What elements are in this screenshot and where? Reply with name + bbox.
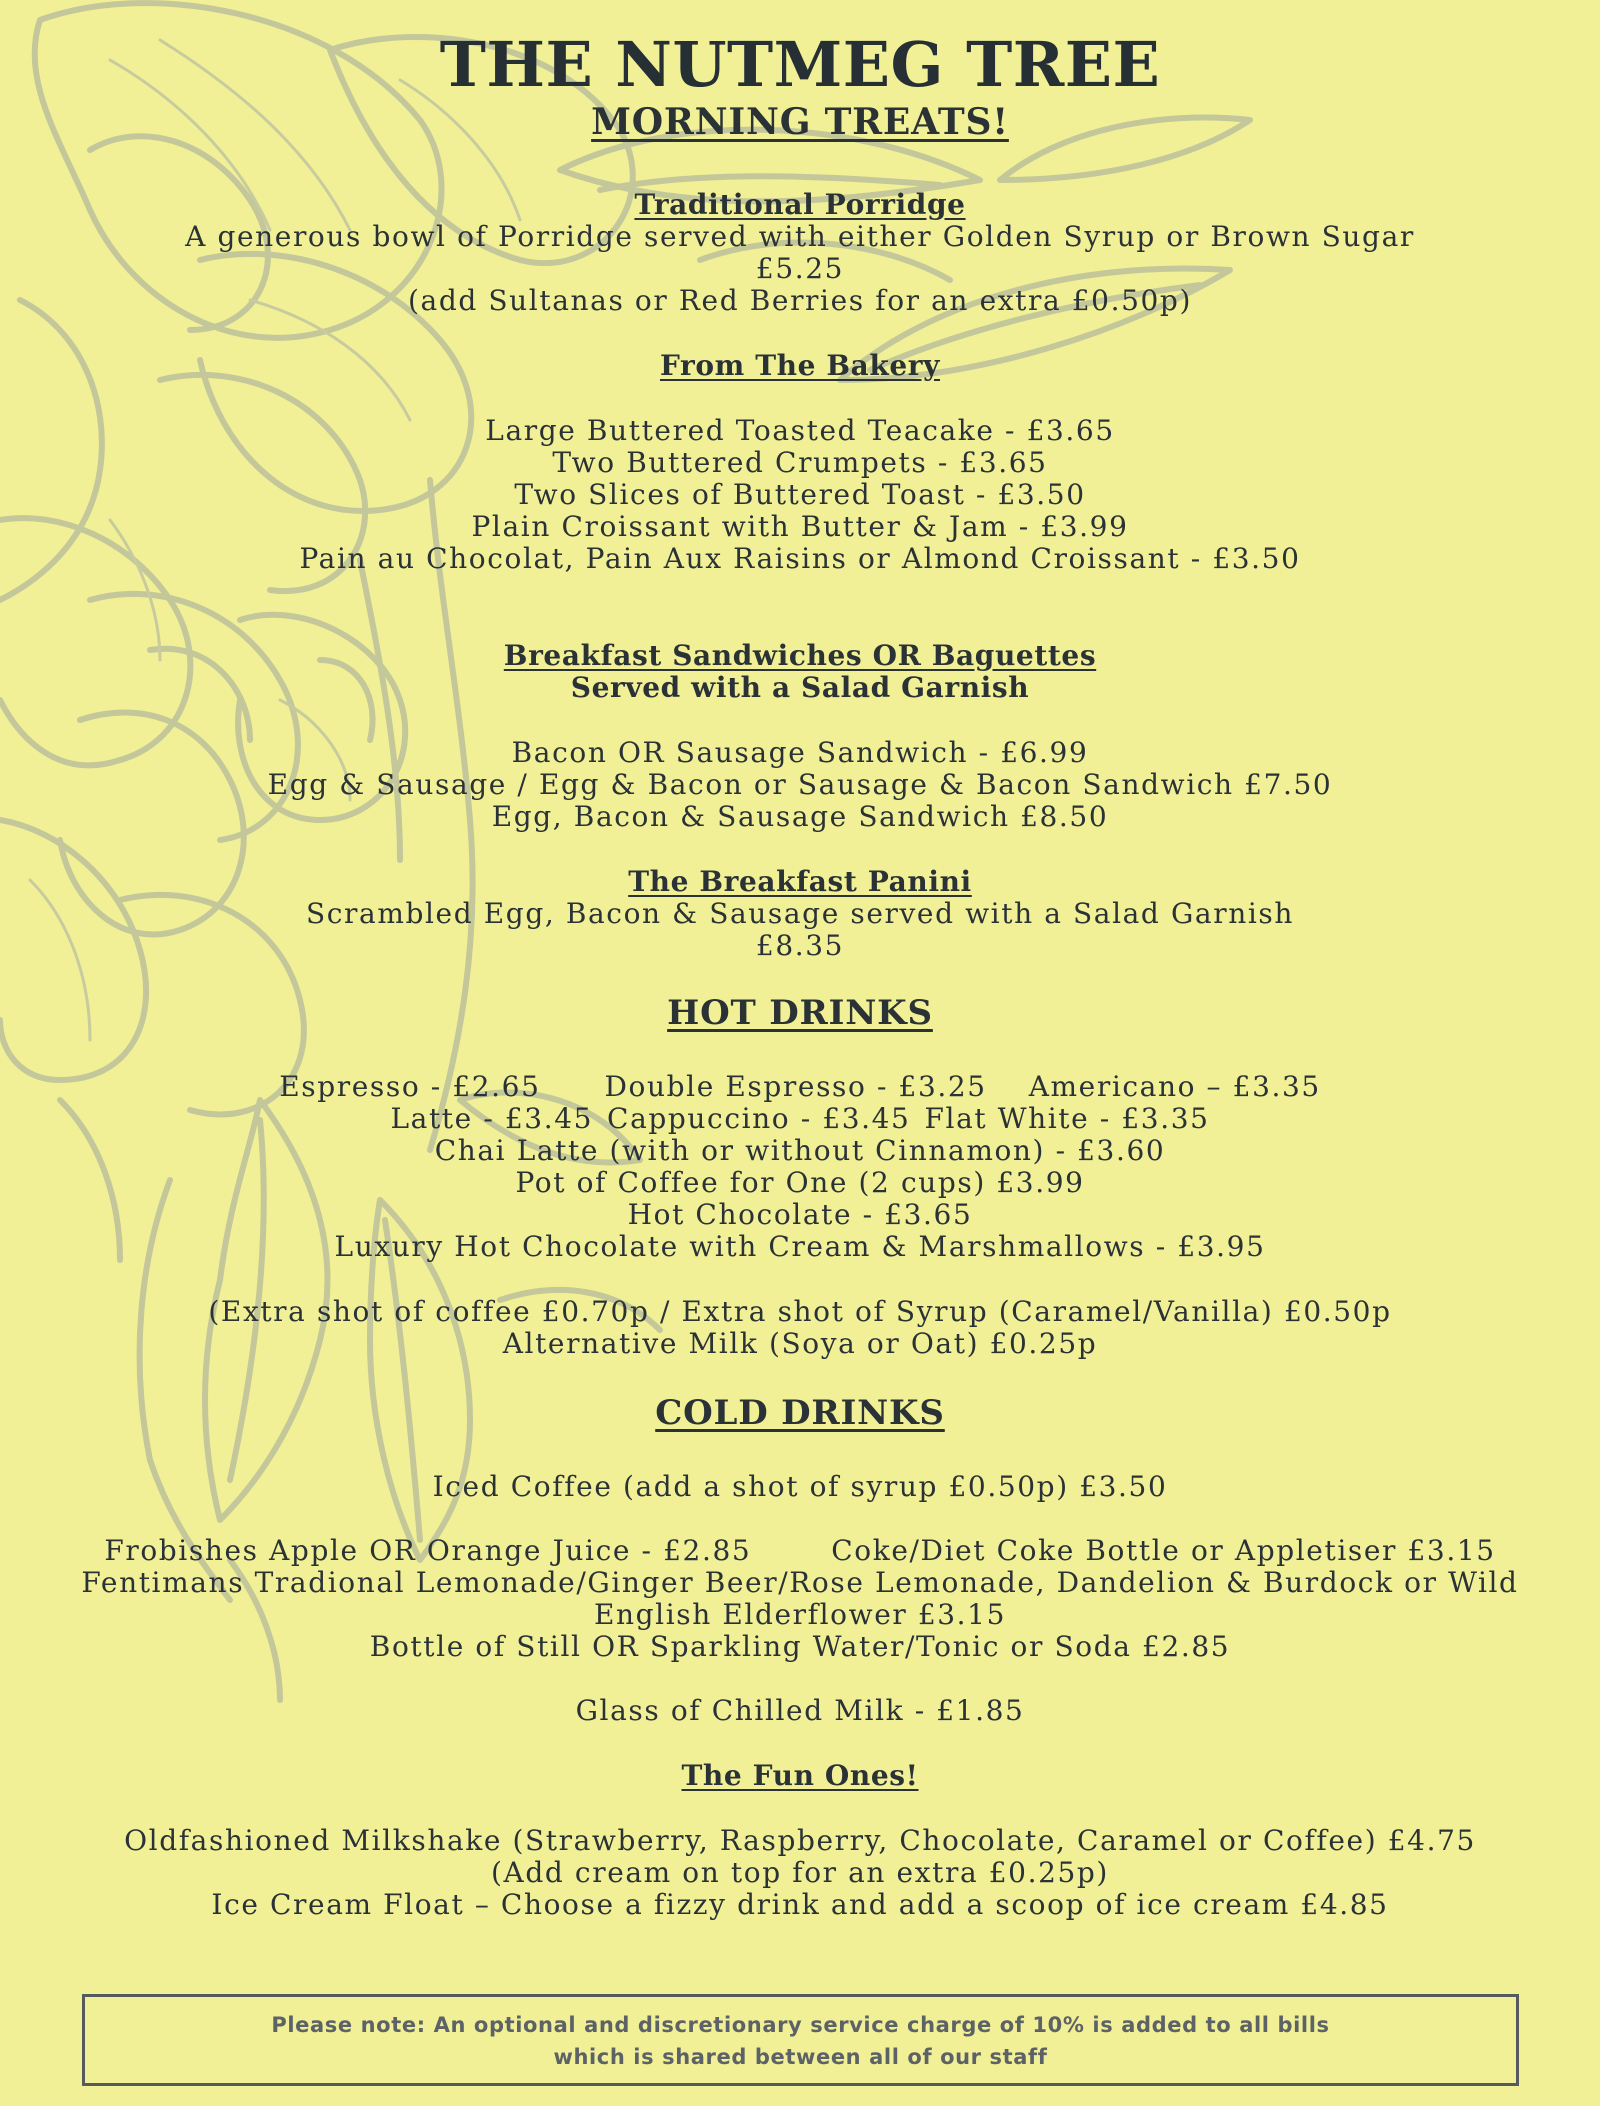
notice-line: which is shared between all of our staff	[553, 2045, 1048, 2069]
bakery-item: Large Buttered Toasted Teacake - £3.65	[485, 414, 1115, 447]
fun-item: Ice Cream Float – Choose a fizzy drink and add a scoop of ice cream £4.85	[211, 1888, 1389, 1921]
hot-drink-item: Pot of Coffee for One (2 cups) £3.99	[515, 1166, 1085, 1199]
hot-drink-item: Chai Latte (with or without Cinnamon) - £3.60	[434, 1134, 1166, 1167]
panini-price: £8.35	[755, 929, 845, 962]
cold-drink-item: Glass of Chilled Milk - £1.85	[575, 1694, 1025, 1727]
bakery-item: Two Slices of Buttered Toast - £3.50	[514, 478, 1086, 511]
fun-item: (Add cream on top for an extra £0.25p)	[491, 1856, 1109, 1889]
hot-drink-item: Cappuccino - £3.45	[607, 1102, 911, 1135]
cold-drink-item: English Elderflower £3.15	[593, 1598, 1007, 1631]
panini-heading: The Breakfast Panini	[628, 865, 972, 898]
porridge-price: £5.25	[755, 252, 845, 285]
cold-drinks-heading: COLD DRINKS	[655, 1393, 945, 1433]
bakery-heading: From The Bakery	[660, 349, 940, 382]
sandwiches-heading: Breakfast Sandwiches OR Baguettes	[503, 639, 1097, 672]
notice-line: Please note: An optional and discretionary service charge of 10% is added to all bills	[271, 2013, 1330, 2037]
cold-drink-item: Frobishes Apple OR Orange Juice - £2.85	[104, 1534, 752, 1567]
cold-drink-item: Bottle of Still OR Sparkling Water/Tonic or Soda £2.85	[369, 1630, 1231, 1663]
hot-drink-item: Americano – £3.35	[1028, 1070, 1321, 1103]
hot-drinks-heading: HOT DRINKS	[667, 993, 933, 1033]
hot-drink-item: Flat White - £3.35	[924, 1102, 1210, 1135]
sandwiches-subheading: Served with a Salad Garnish	[570, 671, 1030, 704]
cold-drink-item: Coke/Diet Coke Bottle or Appletiser £3.15	[831, 1534, 1496, 1567]
bakery-item: Pain au Chocolat, Pain Aux Raisins or Almond Croissant - £3.50	[299, 542, 1301, 575]
panini-description: Scrambled Egg, Bacon & Sausage served with a Salad Garnish	[305, 897, 1294, 930]
hot-drink-item: Double Espresso - £3.25	[604, 1070, 987, 1103]
hot-drink-item: Espresso - £2.65	[279, 1070, 541, 1103]
bakery-item: Plain Croissant with Butter & Jam - £3.99	[471, 510, 1129, 543]
menu-subtitle: MORNING TREATS!	[591, 101, 1009, 143]
hot-drink-item: Hot Chocolate - £3.65	[627, 1198, 973, 1231]
restaurant-title: THE NUTMEG TREE	[439, 28, 1161, 101]
hot-drinks-row	[0, 1071, 1600, 1103]
sandwich-item: Egg & Sausage / Egg & Bacon or Sausage & Bacon Sandwich £7.50	[267, 768, 1333, 801]
porridge-description: A generous bowl of Porridge served with either Golden Syrup or Brown Sugar	[185, 220, 1415, 253]
service-charge-notice	[82, 1994, 1519, 2086]
bakery-item: Two Buttered Crumpets - £3.65	[552, 446, 1048, 479]
porridge-heading: Traditional Porridge	[634, 188, 966, 221]
hot-drinks-extra: Alternative Milk (Soya or Oat) £0.25p	[502, 1327, 1098, 1360]
fun-ones-heading: The Fun Ones!	[681, 1759, 919, 1792]
fun-item: Oldfashioned Milkshake (Strawberry, Raspberry, Chocolate, Caramel or Coffee) £4.75	[124, 1824, 1476, 1857]
hot-drink-item: Latte - £3.45	[390, 1102, 594, 1135]
hot-drinks-row	[0, 1103, 1600, 1135]
cold-drink-item: Iced Coffee (add a shot of syrup £0.50p) £3.50	[432, 1470, 1168, 1503]
cold-drink-item: Fentimans Tradional Lemonade/Ginger Beer/Rose Lemonade, Dandelion & Burdock or Wild	[81, 1566, 1519, 1599]
hot-drink-item: Luxury Hot Chocolate with Cream & Marshmallows - £3.95	[334, 1230, 1266, 1263]
hot-drinks-extra: (Extra shot of coffee £0.70p / Extra shot of Syrup (Caramel/Vanilla) £0.50p	[208, 1295, 1392, 1328]
sandwich-item: Egg, Bacon & Sausage Sandwich £8.50	[491, 800, 1109, 833]
porridge-extra: (add Sultanas or Red Berries for an extra £0.50p)	[408, 284, 1192, 317]
cold-drinks-row	[0, 1535, 1600, 1567]
sandwich-item: Bacon OR Sausage Sandwich - £6.99	[511, 736, 1089, 769]
